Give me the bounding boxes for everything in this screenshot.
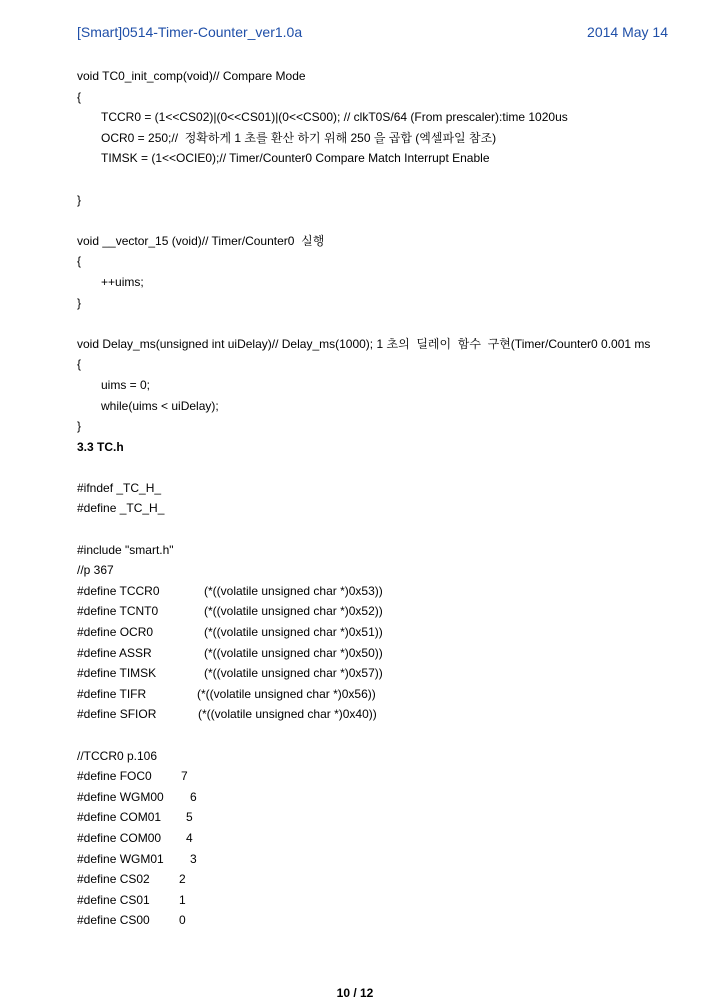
code-line: [77, 128, 677, 149]
code-line: [77, 148, 677, 169]
code-text: void __vector_15 (void)// Timer/Counter0 실행: [77, 233, 325, 248]
code-text: #include "smart.h": [77, 542, 174, 557]
define-value: (*((volatile unsigned char *)0x56)): [197, 686, 376, 701]
page-number: 10 / 12: [336, 986, 374, 1000]
code-line: [77, 251, 677, 272]
code-text: uims = 0;: [101, 377, 151, 392]
code-text: #define SFIOR: [77, 707, 157, 722]
code-line: [77, 622, 677, 643]
code-line: [77, 498, 677, 519]
code-text: #define CS01: [77, 892, 150, 907]
code-text: #define CS02: [77, 872, 150, 887]
code-line: [77, 560, 677, 581]
code-line: [77, 416, 677, 437]
code-line: [77, 66, 677, 87]
code-line: [77, 293, 677, 314]
code-line: [77, 107, 677, 128]
code-text: //TCCR0 p.106: [77, 748, 158, 763]
code-listing: [77, 66, 677, 931]
code-line: [77, 807, 677, 828]
code-text: #define WGM00: [77, 789, 164, 804]
define-value: 4: [186, 830, 193, 845]
code-text: #define CS00: [77, 913, 150, 928]
define-value: 5: [186, 810, 193, 825]
code-line: [77, 375, 677, 396]
define-value: (*((volatile unsigned char *)0x53)): [204, 583, 383, 598]
code-line: [77, 746, 677, 767]
code-text: #ifndef _TC_H_: [77, 480, 162, 495]
define-value: (*((volatile unsigned char *)0x52)): [204, 604, 383, 619]
code-line: [77, 354, 677, 375]
define-value: (*((volatile unsigned char *)0x50)): [204, 645, 383, 660]
code-text: {: [77, 89, 82, 104]
code-text: void TC0_init_comp(void)// Compare Mode: [77, 69, 306, 83]
code-line: [77, 540, 677, 561]
define-value: (*((volatile unsigned char *)0x40)): [198, 707, 377, 722]
code-text: #define OCR0: [77, 625, 154, 640]
code-text: #define TCCR0: [77, 583, 160, 598]
document-title: [Smart]0514-Timer-Counter_ver1.0a: [77, 24, 303, 40]
code-line: [77, 231, 677, 252]
code-line: [77, 725, 677, 746]
code-text: TIMSK = (1<<OCIE0);// Timer/Counter0 Compare Match Interrupt Enable: [101, 151, 490, 166]
code-line: [77, 643, 677, 664]
code-text: {: [77, 254, 82, 269]
define-value: 3: [190, 851, 197, 866]
code-line: [77, 581, 677, 602]
define-value: 6: [190, 789, 197, 804]
code-line: [77, 210, 677, 231]
code-line: [77, 190, 677, 211]
code-text: #define TIFR: [77, 686, 147, 701]
code-text: }: [77, 295, 82, 310]
code-line: [77, 869, 677, 890]
code-text: #define FOC0: [77, 769, 152, 784]
code-text: //p 367: [77, 563, 114, 578]
code-text: #define _TC_H_: [77, 501, 165, 516]
code-text: TCCR0 = (1<<CS02)|(0<<CS01)|(0<<CS00); // clkT0S/64 (From prescaler):time 1020us: [101, 110, 568, 125]
code-line: [77, 766, 677, 787]
define-value: 2: [179, 872, 186, 887]
code-line: [77, 396, 677, 417]
define-value: (*((volatile unsigned char *)0x51)): [204, 625, 383, 640]
code-line: [77, 787, 677, 808]
code-text: #define COM01: [77, 810, 162, 825]
code-line: [77, 601, 677, 622]
code-text: #define TCNT0: [77, 604, 159, 619]
code-line: [77, 519, 677, 540]
define-value: (*((volatile unsigned char *)0x57)): [204, 666, 383, 681]
code-line: [77, 849, 677, 870]
code-text: void Delay_ms(unsigned int uiDelay)// Delay_ms(1000); 1 초의 딜레이 함수 구현(Timer/Counter0 0.001 ms: [77, 336, 651, 351]
code-line: [77, 910, 677, 931]
define-value: 7: [181, 769, 188, 784]
code-line: [77, 890, 677, 911]
code-line: [77, 169, 677, 190]
code-text: 3.3 TC.h: [77, 439, 124, 454]
code-text: while(uims < uiDelay);: [101, 398, 219, 413]
code-line: [77, 478, 677, 499]
code-line: [77, 313, 677, 334]
code-text: #define COM00: [77, 830, 162, 845]
code-line: [77, 828, 677, 849]
code-text: OCR0 = 250;// 정확하게 1 초를 환산 하기 위해 250 을 곱합 (엑셀파일 참조): [101, 130, 497, 145]
code-line: [77, 704, 677, 725]
code-line: [77, 684, 677, 705]
code-text: {: [77, 357, 82, 372]
code-text: ++uims;: [101, 274, 144, 289]
code-text: #define ASSR: [77, 645, 152, 660]
document-date: 2014 May 14: [587, 24, 668, 40]
code-line: [77, 457, 677, 478]
code-text: }: [77, 419, 82, 434]
define-value: 1: [179, 892, 186, 907]
code-line: [77, 334, 677, 355]
code-text: #define TIMSK: [77, 666, 157, 681]
define-value: 0: [179, 913, 186, 928]
code-text: #define WGM01: [77, 851, 164, 866]
code-line: [77, 87, 677, 108]
code-line: [77, 272, 677, 293]
code-line: [77, 663, 677, 684]
section-heading: [77, 437, 677, 458]
code-text: }: [77, 192, 82, 207]
